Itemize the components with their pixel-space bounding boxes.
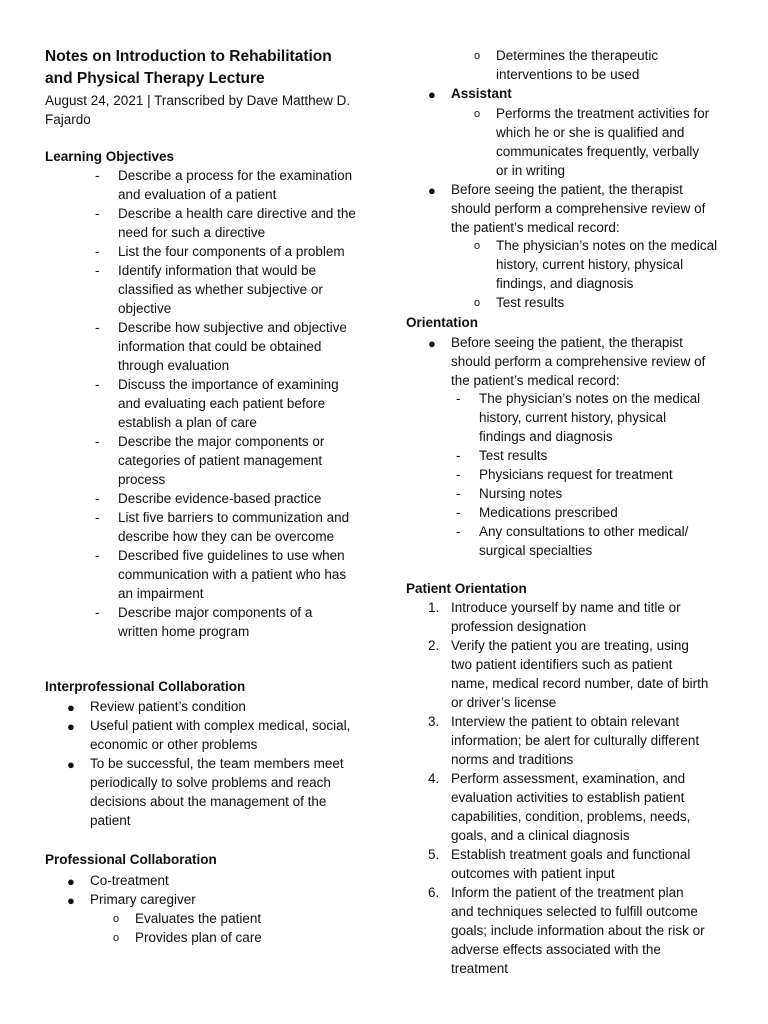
orientation-subitem-text: history, current history, physical [479, 410, 667, 425]
learning-objective-text: Describe the major components or [118, 434, 325, 449]
bullet-dot-icon: ● [67, 719, 75, 734]
learning-objective-text: Describe a process for the examination [118, 168, 353, 183]
assistant-subitem-text: or in writing [496, 163, 566, 178]
patient-orientation-item-text: Introduce yourself by name and title or [451, 600, 681, 615]
bullet-dot-icon: ● [67, 874, 75, 889]
dash-bullet: - [95, 168, 100, 183]
bullet-dot-icon: ● [67, 893, 75, 908]
patient-orientation-item-text: adverse effects associated with the [451, 942, 661, 957]
interprofessional-item-text: periodically to solve problems and reach [90, 775, 331, 790]
patient-orientation-item-text: or driver’s license [451, 695, 557, 710]
orientation-subitem-text: findings and diagnosis [479, 429, 613, 444]
professional-item-text: Primary caregiver [90, 892, 196, 907]
patient-orientation-item-text: Perform assessment, examination, and [451, 771, 686, 786]
dash-bullet: - [95, 510, 100, 525]
patient-orientation-item-text: treatment [451, 961, 509, 976]
patient-orientation-item-text: and techniques selected to fulfill outcome [451, 904, 698, 919]
bullet-dot-icon: ● [428, 336, 436, 351]
patient-orientation-item-text: information; be alert for culturally different [451, 733, 700, 748]
interprofessional-item-text: economic or other problems [90, 737, 258, 752]
learning-objective-text: an impairment [118, 586, 204, 601]
professional-subitem-text: Evaluates the patient [135, 911, 262, 926]
assistant-subitem-text: Performs the treatment activities for [496, 106, 710, 121]
patient-orientation-item-text: Establish treatment goals and functional [451, 847, 691, 862]
dash-bullet: - [456, 524, 461, 539]
professional-collaboration-heading: Professional Collaboration [45, 852, 217, 867]
learning-objective-text: Describe major components of a [118, 605, 313, 620]
patient-orientation-item-text: name, medical record number, date of birth [451, 676, 709, 691]
patient-orientation-heading: Patient Orientation [406, 581, 527, 596]
learning-objective-text: written home program [118, 624, 250, 639]
orientation-item-text: should perform a comprehensive review of [451, 354, 706, 369]
patient-orientation-item-text: two patient identifiers such as patient [451, 657, 673, 672]
orientation-subitem-text: Test results [479, 448, 548, 463]
interprofessional-item-text: patient [90, 813, 131, 828]
bullet-circle-icon: o [474, 108, 481, 120]
orientation-subitem-text: Nursing notes [479, 486, 563, 501]
orientation-item-text: Before seeing the patient, the therapist [451, 335, 683, 350]
list-number: 1. [428, 600, 440, 615]
bullet-circle-icon: o [113, 932, 120, 944]
dash-bullet: - [95, 263, 100, 278]
learning-objective-text: categories of patient management [118, 453, 323, 468]
list-number: 6. [428, 885, 440, 900]
patient-orientation-item-text: evaluation activities to establish patient [451, 790, 685, 805]
doc-meta-line-2: Fajardo [45, 112, 91, 127]
review-item-text: the patient’s medical record: [451, 220, 620, 235]
dash-bullet: - [95, 377, 100, 392]
learning-objective-text: objective [118, 301, 172, 316]
caregiver-subitem-text: interventions to be used [496, 67, 640, 82]
professional-item-text: Co-treatment [90, 873, 169, 888]
bullet-circle-icon: o [474, 50, 481, 62]
list-number: 2. [428, 638, 440, 653]
learning-objective-text: process [118, 472, 166, 487]
learning-objective-text: List the four components of a problem [118, 244, 345, 259]
bullet-dot-icon: ● [428, 87, 436, 102]
professional-subitem-text: Provides plan of care [135, 930, 262, 945]
bullet-dot-icon: ● [67, 700, 75, 715]
learning-objective-text: communication with a patient who has [118, 567, 347, 582]
assistant-label: Assistant [451, 86, 512, 101]
patient-orientation-item-text: Inform the patient of the treatment plan [451, 885, 684, 900]
learning-objective-text: Describe a health care directive and the [118, 206, 356, 221]
patient-orientation-item-text: goals; include information about the risk or [451, 923, 705, 938]
review-subitem-text: history, current history, physical [496, 257, 684, 272]
bullet-circle-icon: o [474, 240, 481, 252]
learning-objective-text: Describe how subjective and objective [118, 320, 347, 335]
list-number: 5. [428, 847, 440, 862]
dash-bullet: - [95, 491, 100, 506]
orientation-item-text: the patient’s medical record: [451, 373, 620, 388]
patient-orientation-item-text: Interview the patient to obtain relevant [451, 714, 680, 729]
assistant-subitem-text: communicates frequently, verbally [496, 144, 700, 159]
dash-bullet: - [456, 467, 461, 482]
dash-bullet: - [456, 391, 461, 406]
patient-orientation-item-text: Verify the patient you are treating, using [451, 638, 689, 653]
interprofessional-item-text: Review patient’s condition [90, 699, 246, 714]
learning-objective-text: Discuss the importance of examining [118, 377, 339, 392]
dash-bullet: - [95, 434, 100, 449]
learning-objective-text: List five barriers to communization and [118, 510, 350, 525]
orientation-subitem-text: surgical specialties [479, 543, 593, 558]
learning-objective-text: Described five guidelines to use when [118, 548, 345, 563]
orientation-subitem-text: Physicians request for treatment [479, 467, 673, 482]
bullet-circle-icon: o [474, 297, 481, 309]
dash-bullet: - [95, 244, 100, 259]
learning-objective-text: describe how they can be overcome [118, 529, 335, 544]
learning-objective-text: classified as whether subjective or [118, 282, 323, 297]
interprofessional-item-text: Useful patient with complex medical, social, [90, 718, 351, 733]
dash-bullet: - [456, 448, 461, 463]
patient-orientation-item-text: capabilities, condition, problems, needs, [451, 809, 691, 824]
orientation-subitem-text: Any consultations to other medical/ [479, 524, 689, 539]
review-subitem-text: Test results [496, 295, 565, 310]
patient-orientation-item-text: outcomes with patient input [451, 866, 615, 881]
review-subitem-text: The physician’s notes on the medical [496, 238, 718, 253]
assistant-subitem-text: which he or she is qualified and [496, 125, 685, 140]
learning-objective-text: and evaluating each patient before [118, 396, 326, 411]
patient-orientation-item-text: norms and traditions [451, 752, 574, 767]
doc-meta-line-1: August 24, 2021 | Transcribed by Dave Matthew D. [45, 93, 351, 108]
patient-orientation-item-text: profession designation [451, 619, 587, 634]
caregiver-subitem-text: Determines the therapeutic [496, 48, 659, 63]
list-number: 3. [428, 714, 440, 729]
interprofessional-heading: Interprofessional Collaboration [45, 679, 246, 694]
review-item-text: should perform a comprehensive review of [451, 201, 706, 216]
orientation-subitem-text: Medications prescribed [479, 505, 618, 520]
dash-bullet: - [95, 206, 100, 221]
bullet-dot-icon: ● [67, 757, 75, 772]
interprofessional-item-text: decisions about the management of the [90, 794, 327, 809]
learning-objective-text: need for such a directive [118, 225, 266, 240]
bullet-dot-icon: ● [428, 183, 436, 198]
list-number: 4. [428, 771, 440, 786]
dash-bullet: - [456, 486, 461, 501]
learning-objective-text: establish a plan of care [118, 415, 257, 430]
dash-bullet: - [95, 548, 100, 563]
patient-orientation-item-text: goals, and a clinical diagnosis [451, 828, 630, 843]
learning-objective-text: Describe evidence-based practice [118, 491, 322, 506]
bullet-circle-icon: o [113, 913, 120, 925]
orientation-subitem-text: The physician’s notes on the medical [479, 391, 701, 406]
learning-objective-text: through evaluation [118, 358, 230, 373]
doc-title-line-2: and Physical Therapy Lecture [45, 70, 265, 87]
learning-objective-text: information that could be obtained [118, 339, 322, 354]
learning-objectives-heading: Learning Objectives [45, 149, 175, 164]
orientation-heading: Orientation [406, 315, 479, 330]
interprofessional-item-text: To be successful, the team members meet [90, 756, 344, 771]
doc-title-line-1: Notes on Introduction to Rehabilitation [45, 48, 332, 65]
review-item-text: Before seeing the patient, the therapist [451, 182, 683, 197]
dash-bullet: - [456, 505, 461, 520]
learning-objective-text: and evaluation of a patient [118, 187, 277, 202]
learning-objective-text: Identify information that would be [118, 263, 317, 278]
review-subitem-text: findings, and diagnosis [496, 276, 634, 291]
dash-bullet: - [95, 605, 100, 620]
dash-bullet: - [95, 320, 100, 335]
